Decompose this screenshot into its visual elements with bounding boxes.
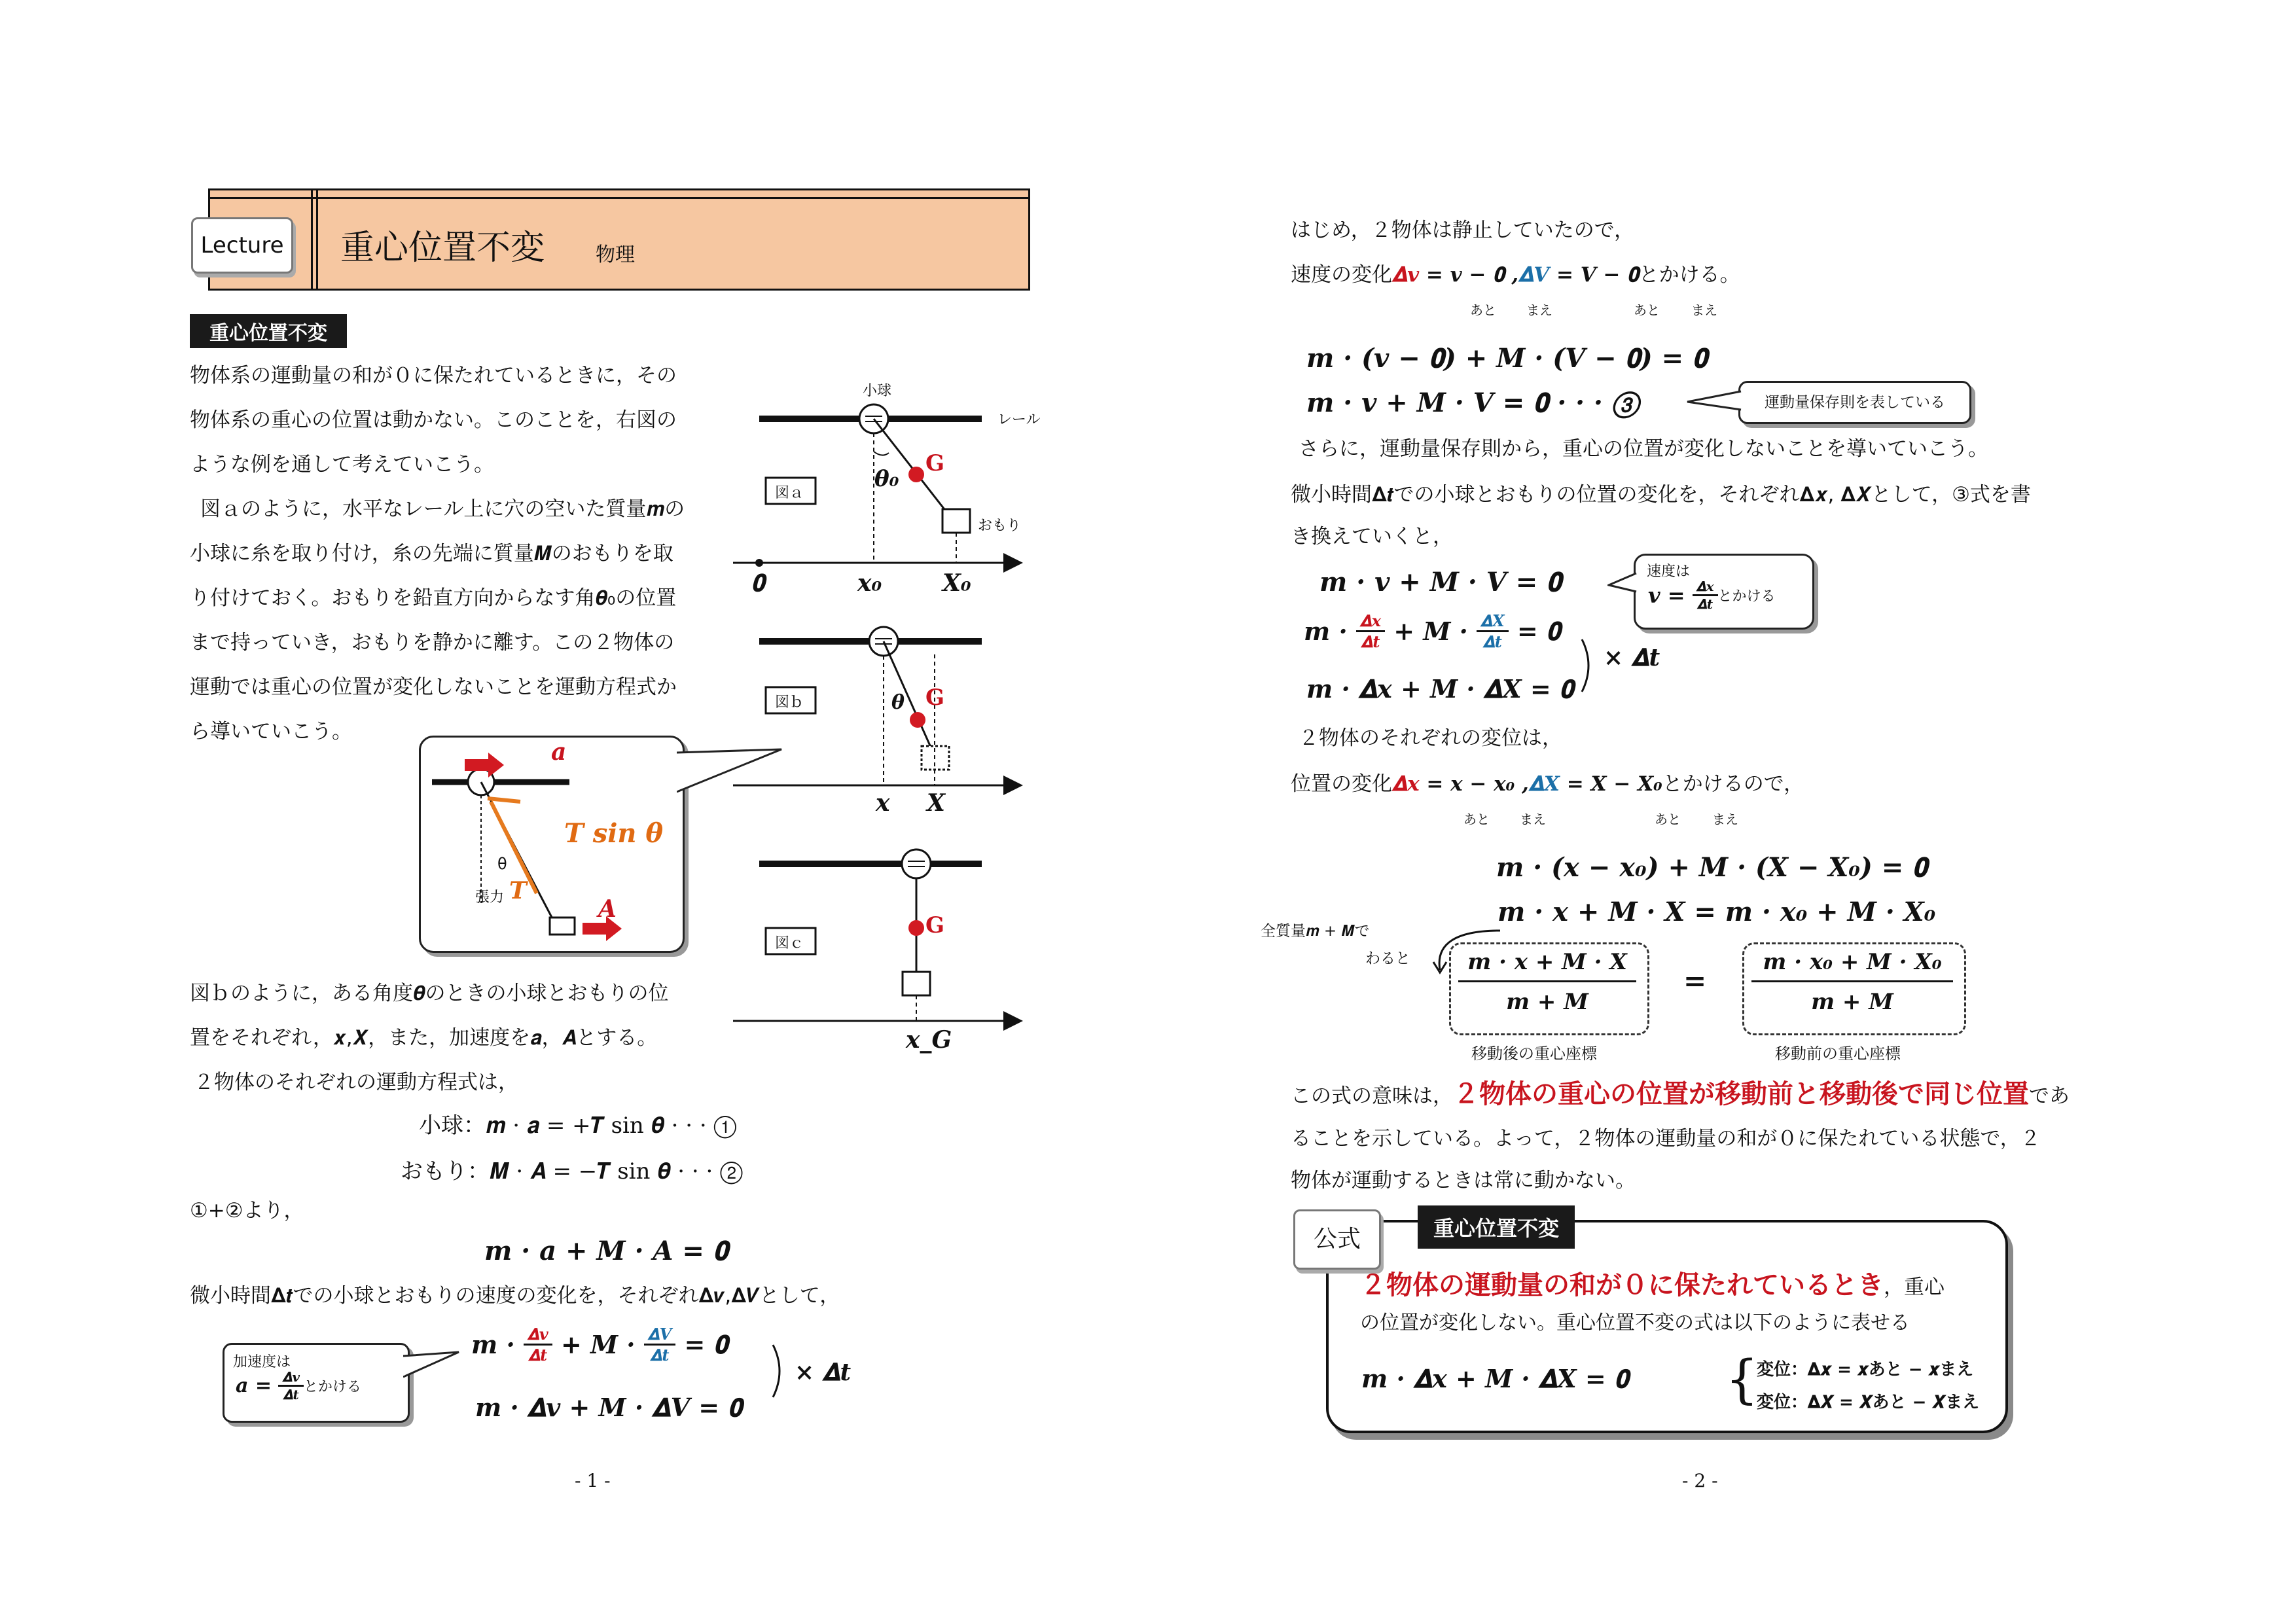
p2-ato-4: あと — [1655, 812, 1681, 827]
fig-c-label: 図ｃ — [775, 935, 804, 952]
p2-line4: 微小時間𝚫𝒕での小球とおもりの位置の変化を，それぞれ𝚫𝒙, 𝚫𝑿として，③式を書 — [1291, 483, 2031, 507]
divide-note-2: わると — [1365, 950, 1410, 967]
p2-line7: 位置の変化𝚫𝒙 = 𝒙 − 𝒙₀ ,𝚫𝑿 = 𝑿 − 𝑿₀とかけるので， — [1291, 772, 1804, 796]
cg-after-label: 移動後の重心座標 — [1471, 1044, 1597, 1063]
rail-label: レール — [997, 412, 1041, 428]
p2-line2: 速度の変化𝚫𝒗 = 𝒗 − 𝟎 ,𝚫𝑽 = 𝑽 − 𝟎とかける。 — [1291, 263, 1740, 287]
formula-title: 重心位置不変 — [1418, 1205, 1575, 1249]
dt-text: 微小時間𝚫𝒕での小球とおもりの速度の変化を，それぞれ𝚫𝒗,𝚫𝑽として， — [190, 1284, 840, 1308]
theta0-label: 𝜽₀ — [874, 466, 899, 492]
eq-sum: 𝒎 · 𝒂 + 𝑴 · 𝑨 = 𝟎 — [484, 1236, 728, 1266]
g-label-b: G — [925, 685, 945, 711]
formula-eq: 𝒎 · 𝚫𝒙 + 𝑴 · 𝚫𝑿 = 𝟎 — [1361, 1364, 1629, 1393]
page-number-2: - 2 - — [1682, 1470, 1718, 1491]
eq4b: 𝒎 · $\frac{\text{𝚫𝒙}}{\text{𝚫𝒕}}$ + 𝑴 · $\frac{\text{𝚫𝑿}}{\text{𝚫𝒕}}$ = 𝟎 — [1304, 611, 1561, 651]
momentum-bubble-tail — [1686, 387, 1742, 414]
p2-line5: き換えていくと， — [1291, 525, 1453, 548]
theta-label: 𝜽 — [891, 691, 905, 714]
times-dt-2: × 𝚫𝒕 — [1604, 644, 1660, 671]
figb-paragraph: 図ｂのように，ある角度𝜽のときの小球とおもりの位 置をそれぞれ，𝒙,𝑿，また，加速度を𝒂，𝑨とする。 ２物体のそれぞれの運動方程式は， — [190, 982, 669, 1094]
p2-ato-1: あと — [1470, 302, 1496, 318]
meaning-line1: この式の意味は，２物体の重心の位置が移動前と移動後で同じ位置であ — [1291, 1079, 2070, 1109]
p2-line1: はじめ，２物体は静止していたので， — [1291, 219, 1635, 242]
inset-T: 𝑻 — [509, 877, 527, 904]
times-dt-1: × 𝚫𝒕 — [795, 1359, 852, 1386]
inset-tsin: 𝑻 sin 𝜽 — [564, 818, 664, 849]
formula-def2: 変位：𝚫𝑿 = 𝑿あと − 𝑿まえ — [1757, 1393, 1980, 1412]
eq3a: 𝒎 · (𝒗 − 𝟎) + 𝑴 · (𝑽 − 𝟎) = 𝟎 — [1306, 343, 1708, 374]
formula-def1: 変位：𝚫𝒙 = 𝒙あと − 𝒙まえ — [1757, 1360, 1974, 1380]
acc-bubble-label: 加速度は — [233, 1354, 291, 1370]
p2-mae-2: まえ — [1691, 302, 1717, 318]
meaning-line2: ることを示している。よって，２物体の運動量の和が０に保たれている状態で，２ — [1291, 1127, 2041, 1150]
p2-mae-4: まえ — [1712, 812, 1738, 827]
divide-note-1: 全質量𝒎 + 𝑴で — [1261, 923, 1370, 940]
g-label-c: G — [925, 912, 945, 938]
inset-theta: θ — [497, 855, 507, 873]
eq3b: 𝒎 · 𝒗 + 𝑴 · 𝑽 = 𝟎 · · · ③ — [1306, 387, 1639, 418]
fig-b-label: 図ｂ — [775, 694, 804, 711]
page-number-1: - 1 - — [575, 1470, 611, 1491]
p2-ato-2: あと — [1634, 302, 1660, 318]
inset-A: 𝑨 — [598, 895, 617, 923]
lecture-badge: Lecture — [191, 217, 293, 274]
acc-bubble-tail — [403, 1351, 462, 1383]
p2-ato-3: あと — [1463, 812, 1490, 827]
acc-bubble-formula: 𝒂 = $\frac{\text{𝚫𝒗}}{\text{𝚫𝒕}}$ とかける — [236, 1369, 361, 1402]
eq4c: 𝒎 · 𝚫𝒙 + 𝑴 · 𝚫𝑿 = 𝟎 — [1306, 674, 1574, 704]
formula-line1: ２物体の運動量の和が０に保たれているとき，重心 — [1360, 1270, 1945, 1300]
axis-c-xg: 𝒙_G — [906, 1026, 952, 1054]
meaning-line3: 物体が運動するときは常に動かない。 — [1291, 1169, 1636, 1192]
weight-label: おもり — [978, 518, 1022, 534]
axis-a-X0: 𝑿₀ — [942, 569, 971, 597]
inset-tail — [677, 746, 788, 805]
fig-a-label: 図ａ — [775, 485, 804, 501]
inset-tension: 張力 — [475, 889, 505, 906]
section-label: 重心位置不変 — [190, 314, 347, 348]
cg-before-formula: 𝒎 · 𝒙₀ + 𝑴 · 𝑿₀ 𝒎 + 𝑴 — [1742, 949, 1962, 1015]
cg-equals: = — [1683, 965, 1707, 997]
p2-line6: ２物体のそれぞれの変位は， — [1299, 726, 1562, 750]
speed-bubble-label: 速度は — [1647, 563, 1691, 580]
eq5b: 𝒎 · 𝒙 + 𝑴 · 𝑿 = 𝒎 · 𝒙₀ + 𝑴 · 𝑿₀ — [1498, 897, 1936, 927]
ball-label: 小球 — [863, 383, 892, 399]
formula-brace: { — [1725, 1349, 1759, 1410]
setup-paragraph: 図ａのように，水平なレール上に穴の空いた質量𝒎の 小球に糸を取り付け，糸の先端に質量𝑴のおもりを取 り付けておく。おもりを鉛直方向からなす角𝜽₀の位置 まで持っていき，おもりを静かに離す。この２物体の 運動では重心の位置が変化しないことを運動方程式か ら導いていこう。 — [190, 497, 685, 743]
axis-b-x: 𝒙 — [876, 789, 890, 817]
p2-mae-3: まえ — [1520, 812, 1546, 827]
eq-ball: 小球：𝒎 · 𝒂 = +𝑻 sin 𝜽 · · · ① — [419, 1113, 737, 1139]
p2-mae-1: まえ — [1526, 302, 1552, 318]
speed-bubble-tail — [1607, 572, 1638, 598]
formula-tab: 公式 — [1293, 1209, 1381, 1270]
intro-paragraph: 物体系の運動量の和が０に保たれているときに，その 物体系の重心の位置は動かない。このことを，右図の ような例を通して考えていこう。 — [190, 364, 677, 476]
cg-before-label: 移動前の重心座標 — [1775, 1044, 1901, 1063]
cg-point-a — [908, 467, 924, 482]
axis-b-X: 𝑿 — [927, 789, 945, 817]
cg-after-formula: 𝒎 · 𝒙 + 𝑴 · 𝑿 𝒎 + 𝑴 — [1449, 949, 1645, 1015]
brace-1 — [770, 1342, 789, 1400]
eq-frac-velocity: 𝒎 · $\frac{\text{𝚫𝒗}}{\text{𝚫𝒕}}$ + 𝑴 · $\frac{\text{𝚫𝑽}}{\text{𝚫𝒕}}$ = 𝟎 — [471, 1325, 728, 1364]
axis-a-origin: 𝟎 — [751, 569, 765, 597]
eq5a: 𝒎 · (𝒙 − 𝒙₀) + 𝑴 · (𝑿 − 𝑿₀) = 𝟎 — [1496, 852, 1928, 883]
eq-weight: おもり：𝑴 · 𝑨 = −𝑻 sin 𝜽 · · · ② — [401, 1158, 743, 1185]
inset-a: 𝒂 — [551, 738, 567, 766]
momentum-bubble: 運動量保存則を表している — [1738, 381, 1971, 424]
formula-line2: の位置が変化しない。重心位置不変の式は以下のように表せる — [1360, 1311, 1910, 1334]
p2-line3: さらに，運動量保存則から，重心の位置が変化しないことを導いていこう。 — [1299, 437, 1988, 461]
sum-label: ①+②より， — [190, 1199, 304, 1222]
page-title: 重心位置不変 — [340, 228, 545, 268]
g-label-a: G — [925, 450, 945, 476]
axis-a-x0: 𝒙₀ — [857, 569, 882, 597]
subject-label: 物理 — [596, 243, 635, 266]
speed-bubble-formula: 𝒗 = $\frac{\text{𝚫𝒙}}{\text{𝚫𝒕}}$ とかける — [1648, 579, 1776, 612]
eq-dv: 𝒎 · 𝚫𝒗 + 𝑴 · 𝚫𝑽 = 𝟎 — [475, 1393, 742, 1422]
eq4a: 𝒎 · 𝒗 + 𝑴 · 𝑽 = 𝟎 — [1319, 567, 1562, 597]
brace-2 — [1579, 636, 1598, 695]
